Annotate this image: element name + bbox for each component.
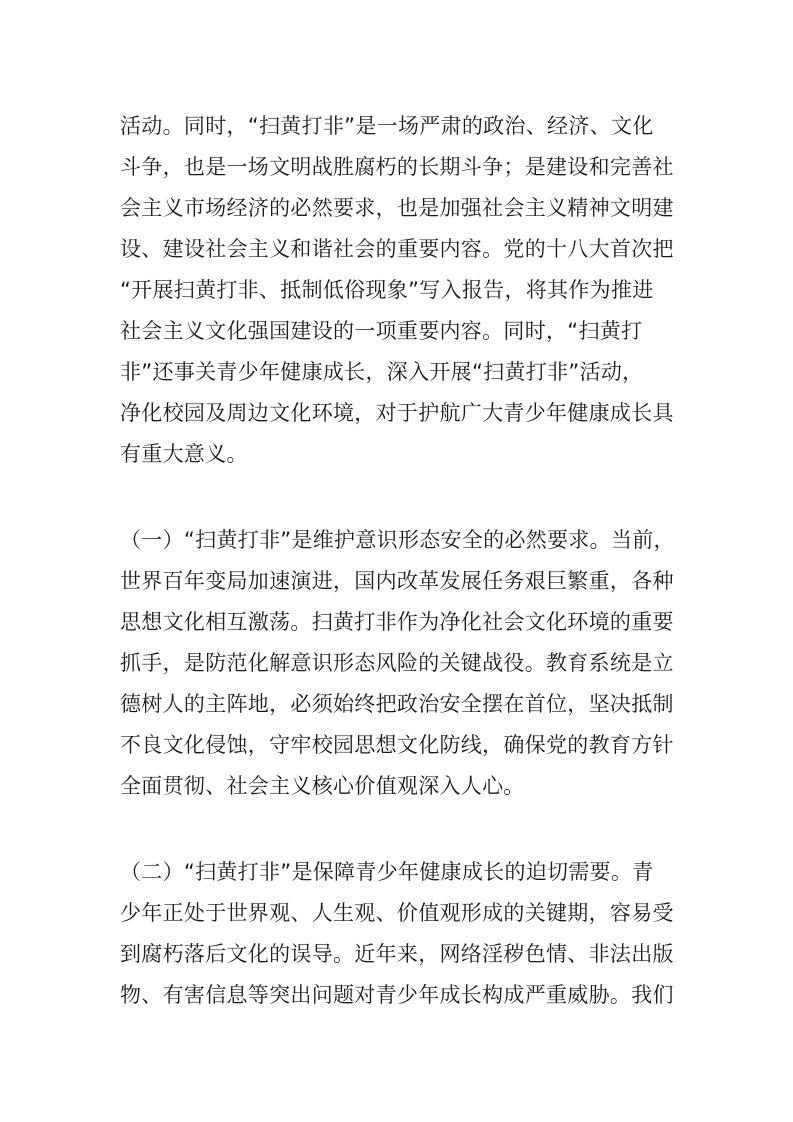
paragraph-3-line-1: （二）“扫黄打非”是保障青少年健康成长的迫切需要。青 xyxy=(120,860,654,884)
paragraph-2-line-3: 思想文化相互激荡。扫黄打非作为净化社会文化环境的重要 xyxy=(120,610,674,634)
paragraph-3-line-2: 少年正处于世界观、人生观、价值观形成的关键期，容易受 xyxy=(120,901,674,925)
paragraph-1-line-4: 设、建设社会主义和谐社会的重要内容。党的十八大首次把 xyxy=(120,237,674,261)
paragraph-1-line-7: 非”还事关青少年健康成长，深入开展“扫黄打非”活动， xyxy=(120,360,644,384)
paragraph-1-line-3: 会主义市场经济的必然要求，也是加强社会主义精神文明建 xyxy=(120,196,674,220)
paragraph-2-line-5: 德树人的主阵地，必须始终把政治安全摆在首位，坚决抵制 xyxy=(120,692,674,716)
paragraph-1-line-6: 社会主义文化强国建设的一项重要内容。同时，“扫黄打 xyxy=(120,319,643,343)
paragraph-2-line-2: 世界百年变局加速演进，国内改革发展任务艰巨繁重，各种 xyxy=(120,569,674,593)
paragraph-3-line-3: 到腐朽落后文化的误导。近年来，网络淫秽色情、非法出版 xyxy=(120,942,674,966)
paragraph-1-line-1: 活动。同时，“扫黄打非”是一场严肃的政治、经济、文化 xyxy=(120,114,654,138)
paragraph-2-line-1: （一）“扫黄打非”是维护意识形态安全的必然要求。当前， xyxy=(120,528,675,552)
paragraph-2-line-6: 不良文化侵蚀，守牢校园思想文化防线，确保党的教育方针 xyxy=(120,733,674,757)
paragraph-1-line-5: “开展扫黄打非、抵制低俗现象”写入报告，将其作为推进 xyxy=(120,278,654,302)
paragraph-1-line-8: 净化校园及周边文化环境，对于护航广大青少年健康成长具 xyxy=(120,401,674,425)
paragraph-3-line-4: 物、有害信息等突出问题对青少年成长构成严重威胁。我们 xyxy=(120,983,674,1007)
paragraph-1-line-2: 斗争，也是一场文明战胜腐朽的长期斗争；是建设和完善社 xyxy=(120,155,674,179)
paragraph-2-line-7: 全面贯彻、社会主义核心价值观深入人心。 xyxy=(120,774,525,798)
paragraph-2-line-4: 抓手，是防范化解意识形态风险的关键战役。教育系统是立 xyxy=(120,651,674,675)
paragraph-1-line-9: 有重大意义。 xyxy=(120,442,248,466)
